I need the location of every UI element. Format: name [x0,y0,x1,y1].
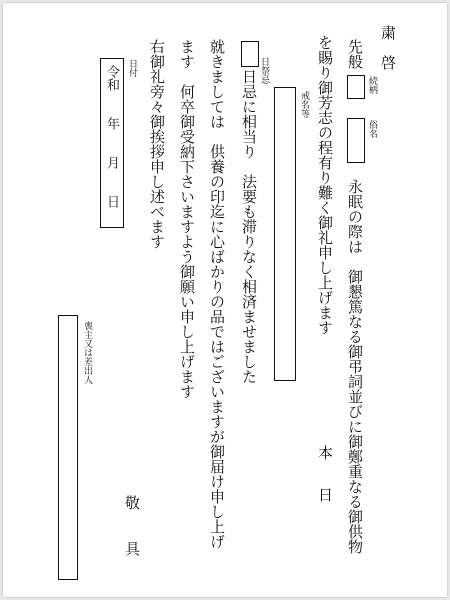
closing-text: 敬 具 [123,495,141,564]
today-text: 本 日 [316,445,334,508]
col7-body: 右御礼旁々御挨拶申し述べます [148,39,166,249]
sender-field[interactable] [58,315,78,580]
col4-body: 日忌に相当り 法要も滞りなく相済ませました [240,69,258,384]
kaimyo-label: 戒名等 [299,91,309,118]
relationship-label: 続柄 [367,76,377,94]
memorial-day-label: 日祭忌 [259,57,269,84]
col5-body: 就きましては 供養の印迄に心ばかりの品ではございますが御届け申し上げ [208,39,226,549]
greeting-header: 粛 啓 [379,25,397,70]
secular-name-label: 俗名 [367,120,377,138]
col1-opening: 先般 [346,39,364,69]
date-label: 日付 [127,59,137,77]
memorial-day-field[interactable] [241,41,259,67]
relationship-field[interactable] [347,75,365,99]
col2-body: を賜り御芳志の程有り難く御礼申し上げます [316,35,334,335]
date-text: 令和 年 月 日 [104,65,119,208]
col1-body: 永眠の際は 御懇篤なる御弔詞並びに御鄭重なる御供物 [346,179,364,554]
secular-name-field[interactable] [347,118,365,163]
col6-body: ます 何卒御受納下さいますよう御願い申し上げます [178,39,196,399]
sender-label: 喪主又は差出人 [82,321,92,384]
kaimyo-field[interactable] [274,87,296,381]
letter-page [3,3,447,597]
